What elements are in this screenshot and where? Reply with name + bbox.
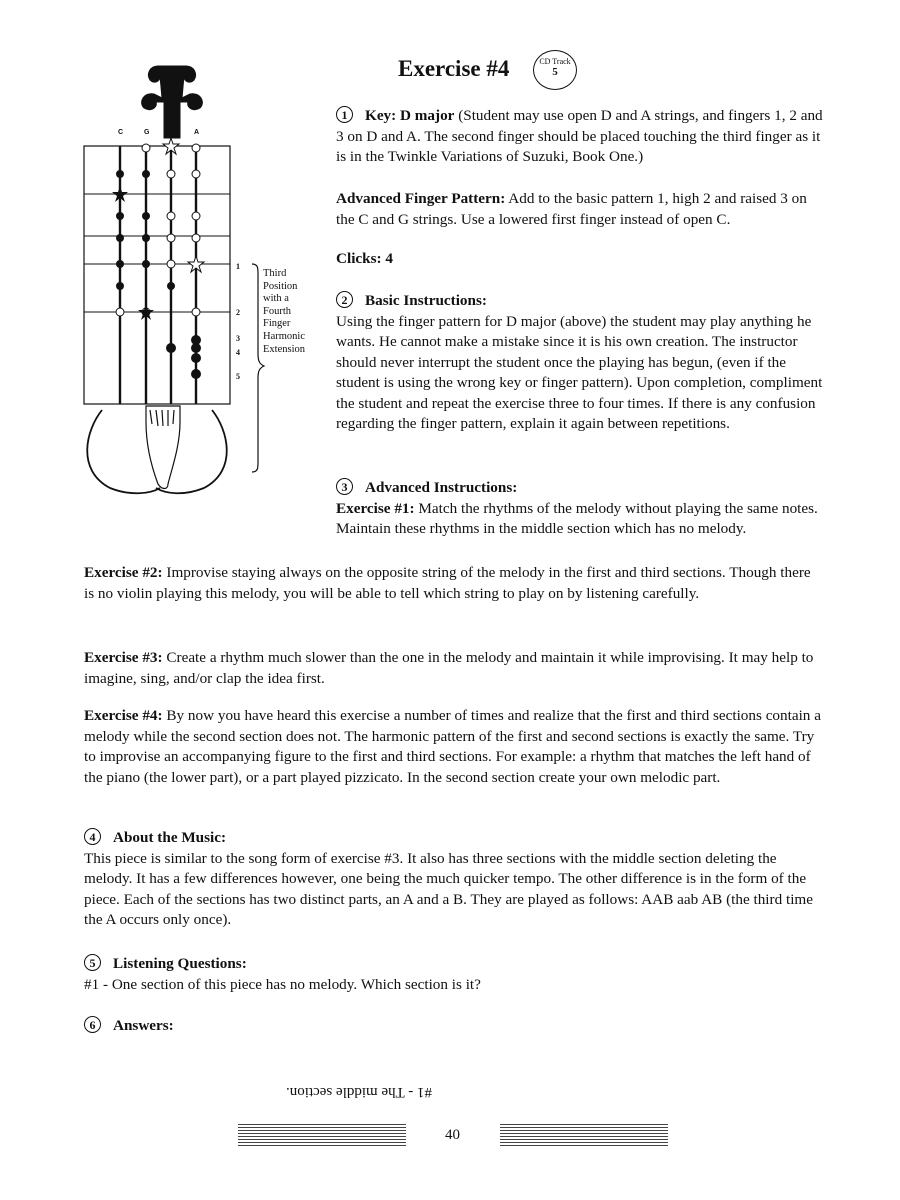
listening-questions-section (84, 954, 826, 995)
position-number: 1 (236, 262, 240, 271)
string-name-d: D (169, 129, 175, 136)
advanced-instructions-section (336, 478, 826, 540)
advanced-heading: Advanced Instructions: (365, 479, 518, 496)
exercise-2-label: Exercise #2: (84, 564, 163, 581)
string-name-c: C (118, 129, 124, 136)
section-number-badge: 3 (336, 478, 353, 495)
key-heading: Key: D major (365, 107, 455, 124)
listening-text: #1 - One section of this piece has no melody. Which section is it? (84, 975, 481, 993)
exercise-2-text: Improvise staying always on the opposite string of the melody in the first and third sections. Though there is no violin playing this melody, you will be able to tell which string to play on by listening carefully. (84, 564, 811, 602)
position-number: 2 (236, 308, 240, 317)
position-number: 5 (236, 372, 240, 381)
exercise-4-section (84, 706, 826, 788)
exercise-3-label: Exercise #3: (84, 649, 163, 666)
exercise-2-section (84, 563, 816, 604)
page-number: 40 (445, 1127, 460, 1143)
page-title: Exercise #4 (398, 56, 510, 81)
about-text: This piece is similar to the song form of exercise #3. It also has three sections with the middle section deleting the melody. It has a few differences however, one being the much quicker tempo. The other difference is in the form of the piece. Each of the sections has two distinct parts, an A and a B. They are played as follows: AAB aab AB (the third time the A occurs only once). (84, 849, 813, 928)
advanced-pattern-text: Add to the basic pattern 1, high 2 and raised 3 on the C and G strings. Use a lowered first finger instead of open C. (336, 190, 807, 228)
section-number-badge: 6 (84, 1016, 101, 1033)
advanced-pattern-section (336, 189, 826, 230)
exercise-3-section (84, 648, 816, 689)
cd-track-label: CD Track (539, 57, 571, 66)
exercise-1-label: Exercise #1: (336, 499, 415, 517)
footer-rule-left (238, 1124, 406, 1146)
basic-instructions-section (336, 291, 832, 435)
exercise-4-text: By now you have heard this exercise a number of times and realize that the first and third sections contain a melody while the second section does not. The harmonic pattern of the first and second sections is exactly the same. Try to improvise an accompanying figure to the first and third sections. For example: a rhythm that matches the left hand of the piano (the lower part), or a part played pizzicato. In the second section create your own melodic part. (84, 707, 821, 786)
footer-rule-right (500, 1124, 668, 1146)
basic-heading: Basic Instructions: (365, 292, 487, 309)
about-heading: About the Music: (113, 829, 227, 846)
key-section (336, 106, 826, 168)
exercise-3-text: Create a rhythm much slower than the one in the melody and maintain it while improvising. It may help to imagine, sing, and/or clap the idea first. (84, 649, 814, 687)
string-name-g: G (144, 129, 150, 136)
string-name-a: A (194, 129, 200, 136)
answers-section (84, 1016, 174, 1037)
section-number-badge: 5 (84, 954, 101, 971)
position-number: 3 (236, 334, 240, 343)
violin-scroll-icon (142, 66, 203, 138)
clicks-label: Clicks: 4 (336, 250, 393, 267)
upside-down-answer: #1 - The middle section. (286, 1084, 432, 1100)
exercise-4-label: Exercise #4: (84, 707, 163, 724)
cd-track-badge (533, 50, 577, 90)
listening-heading: Listening Questions: (113, 955, 247, 972)
exercise-1-text: Match the rhythms of the melody without playing the same notes. Maintain these rhythms in the middle section which has no melody. (336, 499, 818, 537)
answers-heading: Answers: (113, 1017, 174, 1034)
key-text: (Student may use open D and A strings, and fingers 1, 2 and 3 on D and A. The second finger should be placed touching the third finger as it is in the Twinkle Variations of Suzuki, Book One.) (336, 107, 823, 165)
section-number-badge: 4 (84, 828, 101, 845)
basic-text: Using the finger pattern for D major (above) the student may play anything he wants. He cannot make a mistake since it is his own creation. The instructor should never interrupt the student once the playing has begun, (even if the student is using the wrong key or finger pattern). Upon completion, compliment the student and repeat the exercise three to four times. If there is any confusion regarding the finger pattern, explain it again between repetitions. (336, 312, 823, 432)
section-number-badge: 2 (336, 291, 353, 308)
section-number-badge: 1 (336, 106, 353, 123)
about-music-section (84, 828, 826, 931)
advanced-pattern-heading: Advanced Finger Pattern: (336, 190, 506, 207)
position-number: 4 (236, 348, 240, 357)
diagram-side-label: Third Position with a Fourth Finger Harmonic Extension (263, 268, 305, 355)
cd-track-number: 5 (552, 66, 558, 78)
